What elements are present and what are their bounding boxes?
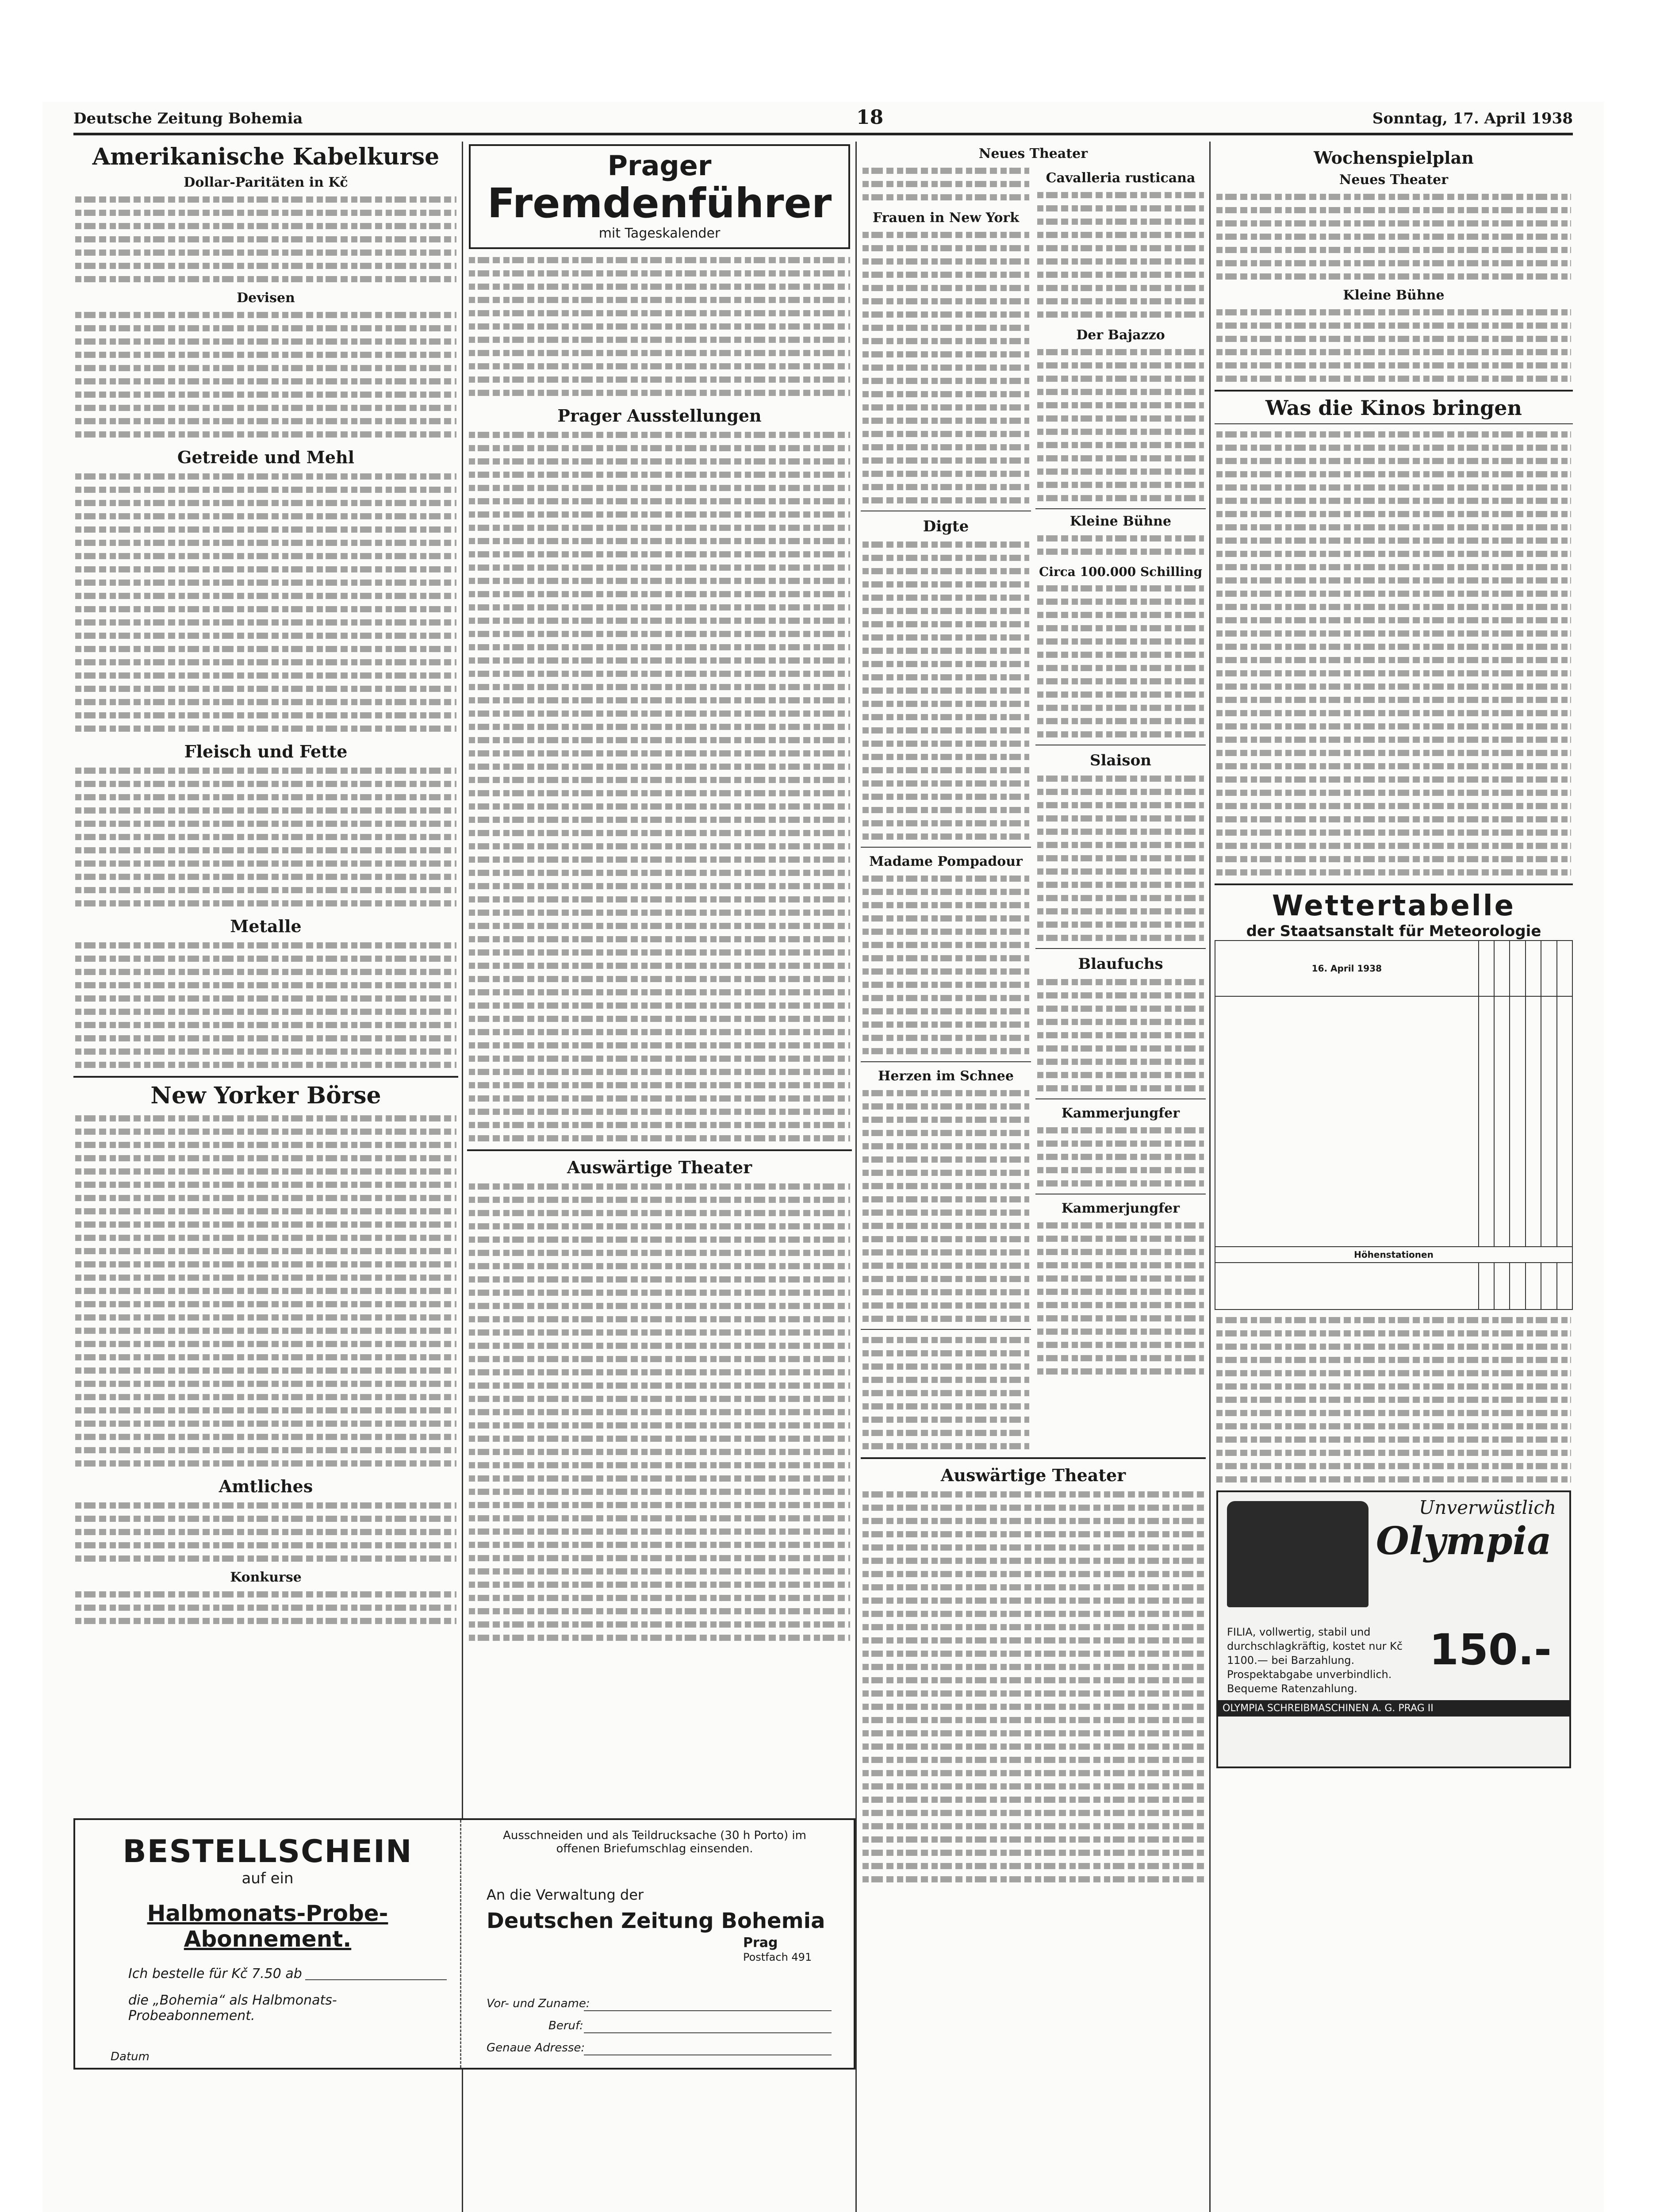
- column-divider: [855, 142, 857, 2212]
- column-divider: [1209, 142, 1211, 2212]
- play-title: Der Bajazzo: [1076, 327, 1165, 343]
- play-title: Cavalleria rusticana: [1046, 170, 1196, 186]
- section-heading: Amtliches: [218, 1476, 313, 1496]
- page-header: [73, 106, 1573, 135]
- weather-subtitle: der Staatsanstalt für Meteorologie: [1246, 922, 1541, 940]
- section-heading: Wochenspielplan: [1314, 148, 1474, 168]
- section-heading: Auswärtige Theater: [567, 1157, 752, 1177]
- date-label: Datum: [111, 2050, 150, 2063]
- play-title: Kammerjungfer: [1061, 1201, 1180, 1216]
- rates-text: [73, 193, 458, 286]
- order-text: die „Bohemia“ als Halbmonats-Probeabonnement.: [128, 1993, 337, 2024]
- subscription-order-form: [73, 1818, 855, 2070]
- ad-price: 150.-: [1429, 1625, 1552, 1674]
- section-subheading: Kleine Bühne: [1343, 288, 1445, 303]
- weather-high-stations: Höhenstationen: [1215, 1247, 1572, 1263]
- masthead-left: Deutsche Zeitung Bohemia: [73, 110, 303, 127]
- profession-field[interactable]: [584, 2032, 832, 2033]
- ad-brand: Olympia: [1376, 1519, 1552, 1563]
- weather-title: Wettertabelle: [1272, 890, 1516, 922]
- issue-date: Sonntag, 17. April 1938: [1372, 110, 1573, 127]
- section-heading: Konkurse: [230, 1570, 302, 1585]
- name-label: Vor- und Zuname:: [487, 1997, 590, 2010]
- play-title: Kammerjungfer: [1061, 1106, 1180, 1121]
- guide-title-box: [469, 144, 850, 249]
- column-weekly: [1215, 142, 1573, 2212]
- section-title: Was die Kinos bringen: [1265, 396, 1522, 420]
- order-title: BESTELLSCHEIN: [123, 1833, 413, 1870]
- profession-label: Beruf:: [548, 2019, 583, 2032]
- order-auf: auf ein: [242, 1870, 294, 1887]
- column-theater: [861, 142, 1206, 2212]
- ad-company-bar: OLYMPIA SCHREIBMASCHINEN A. G. PRAG II: [1218, 1700, 1569, 1717]
- section-heading: Metalle: [230, 916, 302, 936]
- order-recipient: An die Verwaltung der: [487, 1886, 644, 1903]
- order-postbox: Postfach 491: [743, 1951, 812, 1963]
- name-field[interactable]: [584, 2010, 832, 2011]
- section-title: Amerikanische Kabelkurse: [92, 143, 440, 170]
- play-title: Madame Pompadour: [869, 854, 1023, 869]
- section-heading: Auswärtige Theater: [940, 1465, 1126, 1485]
- page-number: 18: [856, 106, 884, 129]
- section-title: New Yorker Börse: [150, 1082, 381, 1109]
- order-text: Ich bestelle für Kč 7.50 ab: [128, 1966, 302, 1982]
- olympia-advertisement: [1216, 1490, 1571, 1768]
- guide-subtitle: mit Tageskalender: [598, 226, 721, 241]
- guide-city: Prager: [607, 150, 712, 182]
- section-subheading: Neues Theater: [1339, 172, 1449, 188]
- ad-text: FILIA, vollwertig, stabil und durchschlagkräftig, kostet nur Kč 1100.— bei Barzahlung. Prospektabgabe unverbindlich. Bequeme Ratenzahlung.: [1227, 1626, 1403, 1695]
- newspaper-page: [42, 102, 1604, 2212]
- order-instructions: Ausschneiden und als Teildrucksache (30 h Porto) im offenen Briefumschlag einsenden.: [503, 1829, 806, 1855]
- weather-table: [1215, 940, 1573, 1310]
- play-title: Digte: [923, 518, 969, 535]
- play-title: Circa 100.000 Schilling: [1039, 565, 1203, 579]
- order-paper-name: Deutschen Zeitung Bohemia: [487, 1909, 825, 1933]
- play-title: Blaufuchs: [1078, 955, 1163, 973]
- order-subscription-type: Halbmonats-Probe-Abonnement.: [147, 1901, 388, 1952]
- section-heading: Fleisch und Fette: [184, 741, 348, 761]
- section-heading: Getreide und Mehl: [177, 447, 355, 467]
- order-city: Prag: [743, 1935, 778, 1951]
- ad-tagline: Unverwüstlich: [1419, 1497, 1556, 1518]
- play-title: Slaison: [1090, 752, 1151, 769]
- section-heading: Prager Ausstellungen: [557, 406, 762, 426]
- section-subtitle: Dollar-Paritäten in Kč: [184, 175, 348, 190]
- guide-title: Fremdenführer: [487, 180, 832, 227]
- weather-date-header: 16. April 1938: [1215, 941, 1479, 996]
- section-heading: Devisen: [237, 290, 295, 306]
- play-title: Frauen in New York: [872, 210, 1019, 226]
- play-title: Herzen im Schnee: [878, 1068, 1014, 1084]
- section-heading: Neues Theater: [978, 146, 1088, 161]
- section-heading: Kleine Bühne: [1070, 514, 1172, 529]
- typewriter-illustration: [1227, 1501, 1368, 1607]
- order-start-date-field[interactable]: [305, 1979, 447, 1980]
- address-label: Genaue Adresse:: [487, 2041, 585, 2055]
